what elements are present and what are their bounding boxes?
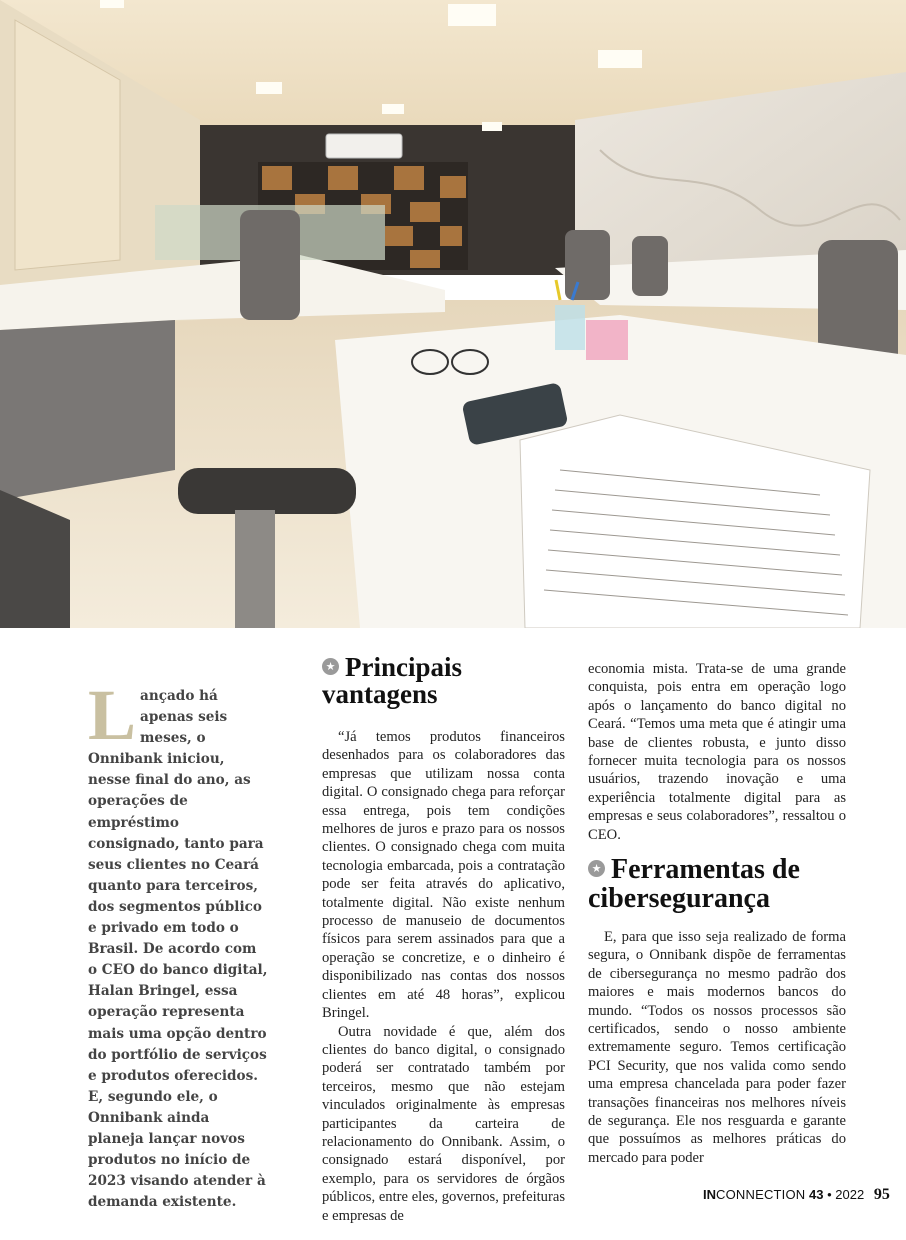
section-heading-text: Ferramentas de cibersegurança	[588, 854, 800, 914]
drop-cap: L	[88, 675, 137, 755]
magazine-name-in: IN	[703, 1187, 716, 1202]
page-number: 95	[873, 1186, 890, 1203]
article-column-middle	[322, 728, 565, 1225]
article-paragraph: economia mista. Trata-se de uma grande conquista, pois entra em operação logo após o lançamento do banco digital no Ceará. “Temos uma meta que é atingir uma base de clientes robusta, e junto disso fornecer muita tecnologia para os nossos usuários, trazendo inovação e uma experiência totalmente digital para as empresas e seus colaboradores”, ressaltou o CEO.	[588, 661, 846, 843]
article-paragraph: “Já temos produtos financeiros desenhados para os colaboradores das empresas que utilizam nossa conta digital. O consignado chega para reforçar essa entrega, pois tem condições melhores de juros e prazo para os nossos clientes. O consignado chega com muita tecnologia embarcada, pois a contratação pode ser feita através do aplicativo, totalmente digital. Não existe nenhum processo de manuseio de documentos físicos para serem assinados para que a operação se concretize, e o dinheiro é disponibilizado nas contas dos nossos clientes em até 48 horas”, explicou Bringel.	[322, 729, 565, 1022]
footer-separator: •	[827, 1187, 832, 1202]
lead-text: ançado há apenas seis meses, o Onnibank iniciou, nesse final do ano, as operações de empréstimo consignado, tanto para seus clientes no Ceará quanto para terceiros, dos segmentos público e privado em todo o Brasil. De acordo com o CEO do banco digital, Halan Bringel, essa operação representa mais uma opção dentro do portfólio de serviços e produtos oferecidos. E, segundo ele, o Onnibank ainda planeja lançar novos produtos no início de 2023 visando atender à demanda existente.	[88, 688, 268, 1211]
section-heading-text: Principais vantagens	[322, 652, 463, 709]
star-bullet-icon	[322, 658, 339, 675]
article-paragraph: E, para que isso seja realizado de forma segura, o Onnibank dispõe de ferramentas de cibersegurança no mesmo padrão dos maiores e mais modernos bancos do mundo. “Todos os nossos processos são certificados, sendo o nosso ambiente extremamente seguro. Temos certificação PCI Security, que nos valida como sendo uma empresa chancelada para poder fazer transações financeiras nos melhores níveis de segurança. Ele nos resguarda e garante que possuímos as melhores práticas do mercado para poder	[588, 929, 846, 1166]
issue-year: 2022	[835, 1187, 865, 1202]
magazine-name-connection: CONNECTION	[716, 1187, 806, 1202]
section-heading-principais-vantagens	[322, 654, 562, 708]
section-heading-ferramentas	[588, 855, 848, 913]
article-column-right-bottom	[588, 928, 846, 1167]
page-footer	[703, 1186, 890, 1204]
star-bullet-icon	[588, 860, 605, 877]
lead-paragraph	[88, 675, 268, 1213]
article-column-right-top	[588, 660, 846, 844]
article-paragraph: Outra novidade é que, além dos clientes do banco digital, o consignado poderá ser contratado também por terceiros, mesmo que não estejam vinculados originalmente às empresas participantes da carteira de relacionamento do Onnibank. Assim, o consignado estará disponível, por exemplo, para os servidores de órgãos públicos, entre eles, governos, prefeituras e empresas de	[322, 1023, 565, 1224]
issue-number: 43	[809, 1187, 824, 1202]
